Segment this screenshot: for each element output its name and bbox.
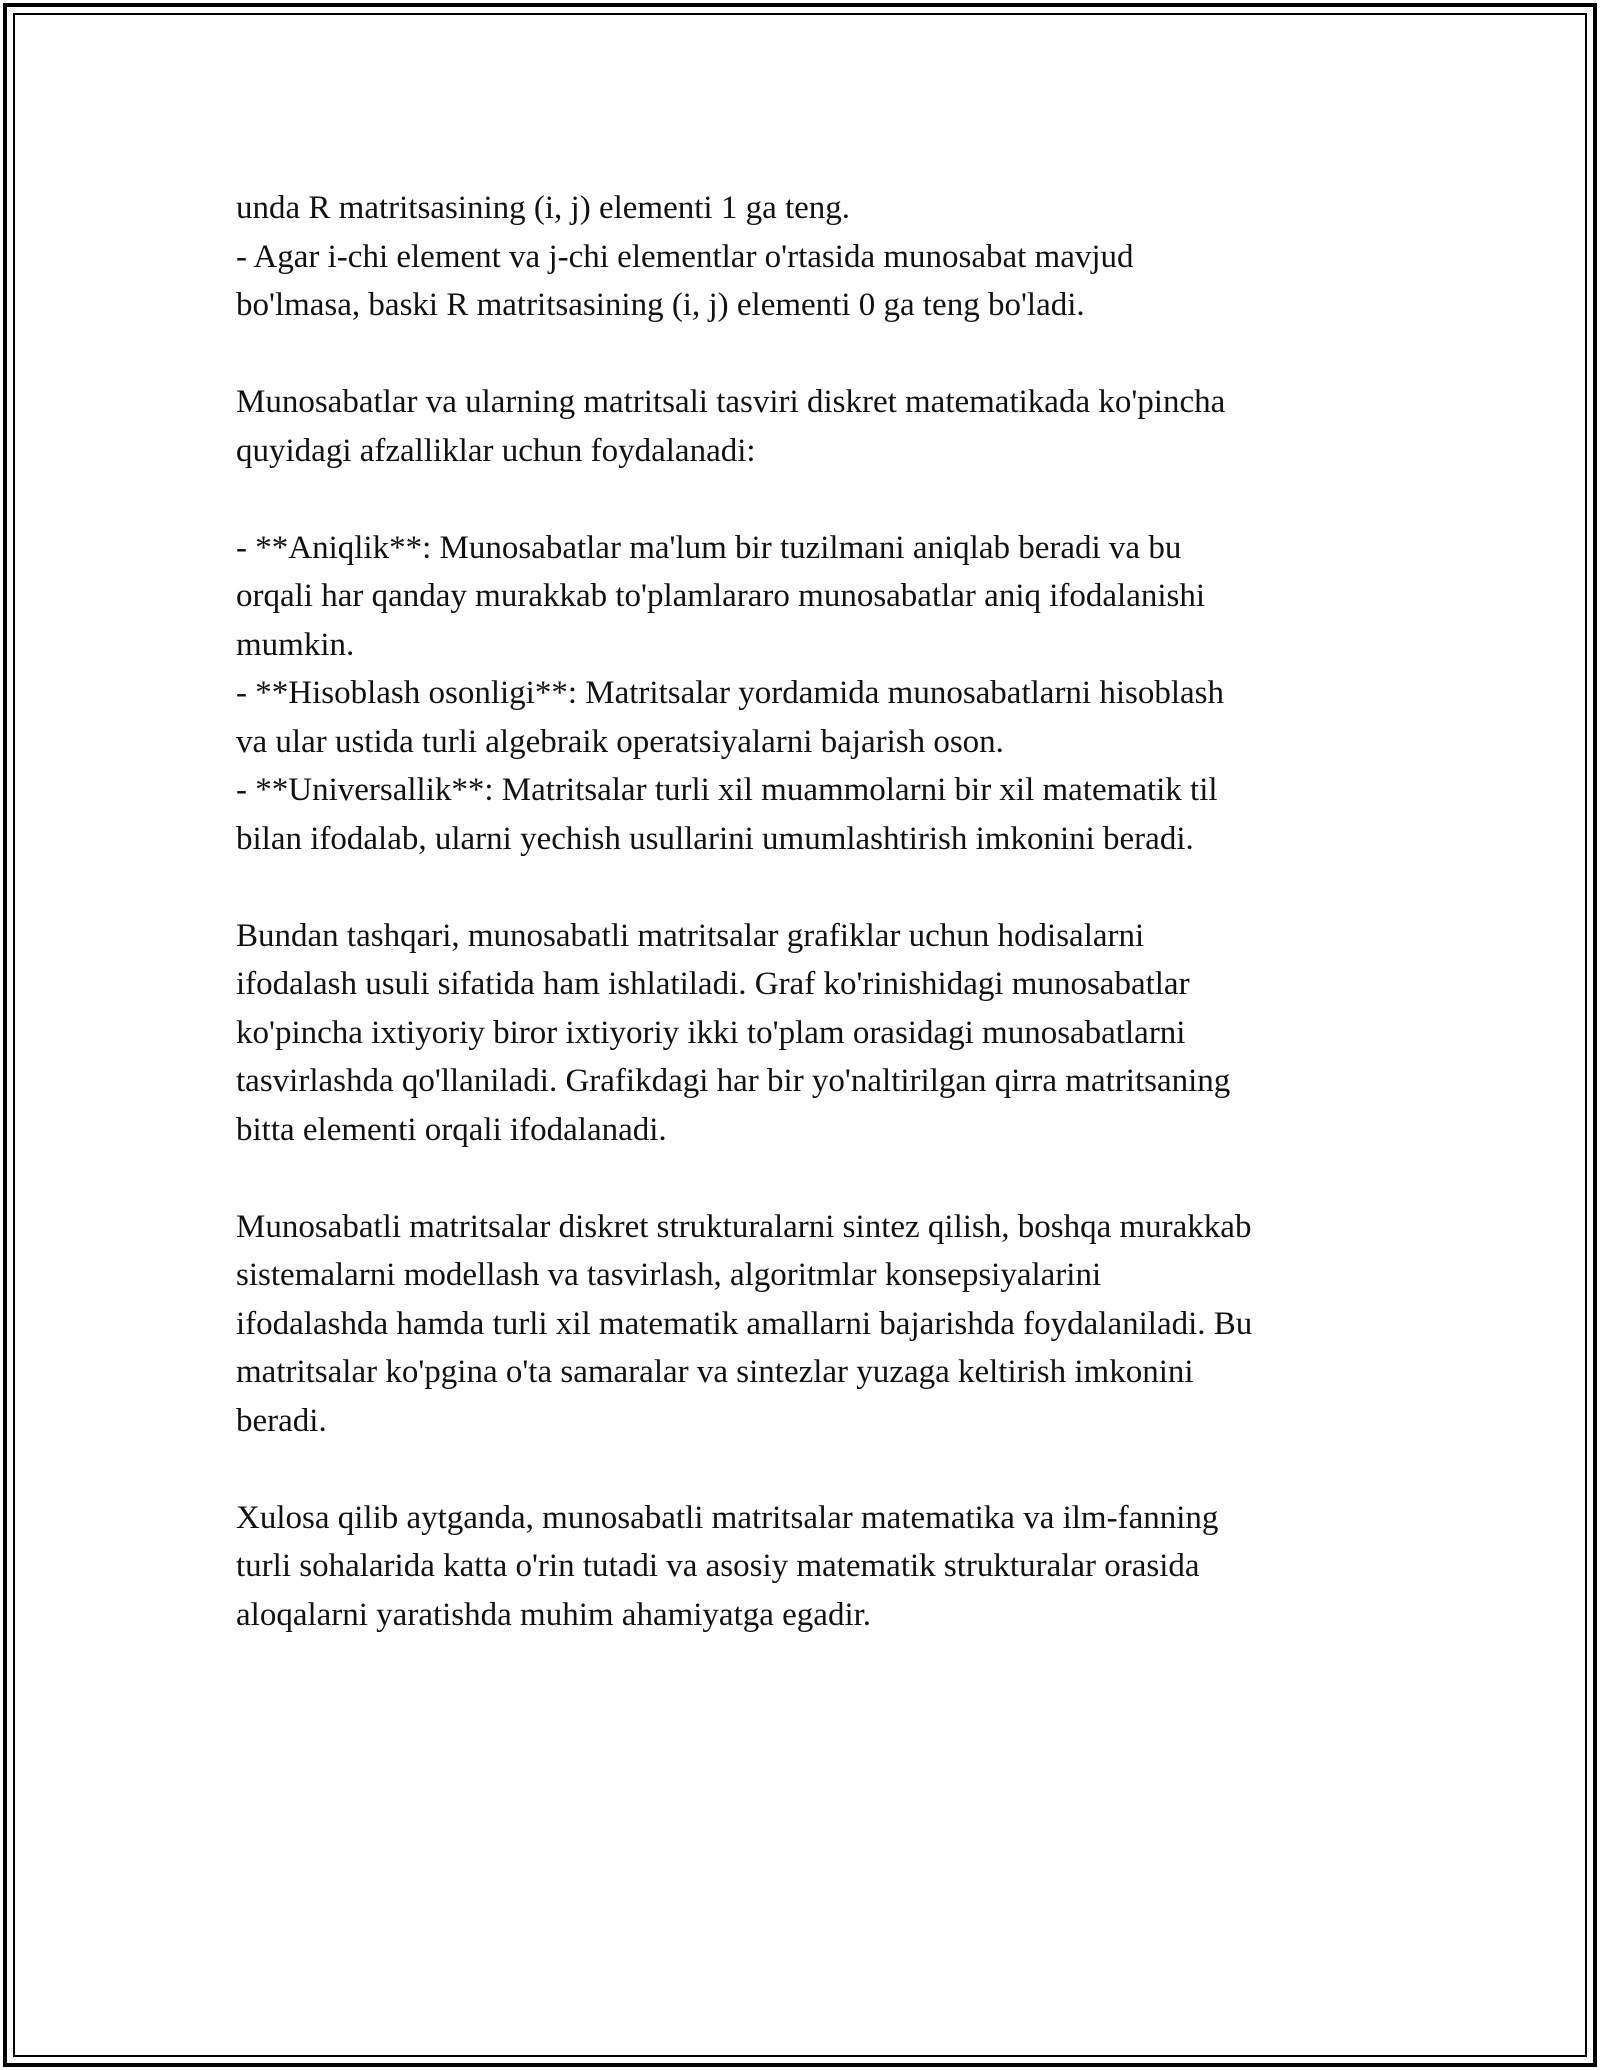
text-line: - **Hisoblash osonligi**: Matritsalar yordamida munosabatlarni hisoblash bbox=[236, 675, 1225, 711]
paragraph-gap bbox=[236, 1445, 1386, 1494]
text-line: Munosabatli matritsalar diskret strukturalarni sintez qilish, boshqa murakkab bbox=[236, 1208, 1252, 1245]
paragraph bbox=[236, 1203, 1386, 1446]
text-line: Munosabatlar va ularning matritsali tasviri diskret matematikada ko'pincha bbox=[236, 384, 1226, 420]
text-line: Bundan tashqari, munosabatli matritsalar grafiklar uchun hodisalarni bbox=[236, 917, 1145, 954]
text-line: aloqalarni yaratishda muhim ahamiyatga egadir. bbox=[236, 1596, 872, 1633]
text-line: ko'pincha ixtiyoriy biror ixtiyoriy ikki to'plam orasidagi munosabatlarni bbox=[236, 1014, 1186, 1051]
text-line: beradi. bbox=[236, 1402, 327, 1439]
paragraph bbox=[236, 524, 1386, 864]
text-line: bilan ifodalab, ularni yechish usullarini umumlashtirish imkonini beradi. bbox=[236, 820, 1194, 857]
text-line: ifodalashda hamda turli xil matematik amallarni bajarishda foydalaniladi. Bu bbox=[236, 1305, 1253, 1342]
text-line: - **Aniqlik**: Munosabatlar ma'lum bir tuzilmani aniqlab beradi va bu bbox=[236, 529, 1182, 566]
paragraph-gap bbox=[236, 863, 1386, 912]
text-line: matritsalar ko'pgina o'ta samaralar va sintezlar yuzaga keltirish imkonini bbox=[236, 1354, 1194, 1390]
paragraph-gap bbox=[236, 475, 1386, 524]
text-line: - Agar i-chi element va j-chi elementlar o'rtasida munosabat mavjud bbox=[236, 238, 1134, 275]
paragraph bbox=[236, 912, 1386, 1155]
text-line: quyidagi afzalliklar uchun foydalanadi: bbox=[236, 432, 756, 469]
text-line: va ular ustida turli algebraik operatsiyalarni bajarish oson. bbox=[236, 723, 1004, 760]
text-line: sistemalarni modellash va tasvirlash, algoritmlar konsepsiyalarini bbox=[236, 1257, 1102, 1293]
paragraph bbox=[236, 184, 1386, 330]
text-line: Xulosa qilib aytganda, munosabatli matritsalar matematika va ilm-fanning bbox=[236, 1499, 1219, 1536]
paragraph bbox=[236, 378, 1386, 475]
text-line: turli sohalarida katta o'rin tutadi va asosiy matematik strukturalar orasida bbox=[236, 1548, 1200, 1584]
paragraph-gap bbox=[236, 330, 1386, 379]
text-line: ifodalash usuli sifatida ham ishlatiladi. Graf ko'rinishidagi munosabatlar bbox=[236, 966, 1190, 1002]
text-line: bitta elementi orqali ifodalanadi. bbox=[236, 1111, 667, 1148]
text-line: orqali har qanday murakkab to'plamlararo munosabatlar aniq ifodalanishi bbox=[236, 578, 1206, 614]
text-line: - **Universallik**: Matritsalar turli xil muammolarni bir xil matematik til bbox=[236, 772, 1218, 808]
text-line: mumkin. bbox=[236, 626, 355, 663]
text-line: tasvirlashda qo'llaniladi. Grafikdagi har bir yo'naltirilgan qirra matritsaning bbox=[236, 1063, 1231, 1099]
text-line: bo'lmasa, baski R matritsasining (i, j) elementi 0 ga teng bo'ladi. bbox=[236, 287, 1085, 323]
paragraph bbox=[236, 1494, 1386, 1640]
paragraph-gap bbox=[236, 1154, 1386, 1203]
document-body bbox=[236, 184, 1386, 1639]
text-line: unda R matritsasining (i, j) elementi 1 ga teng. bbox=[236, 190, 851, 226]
